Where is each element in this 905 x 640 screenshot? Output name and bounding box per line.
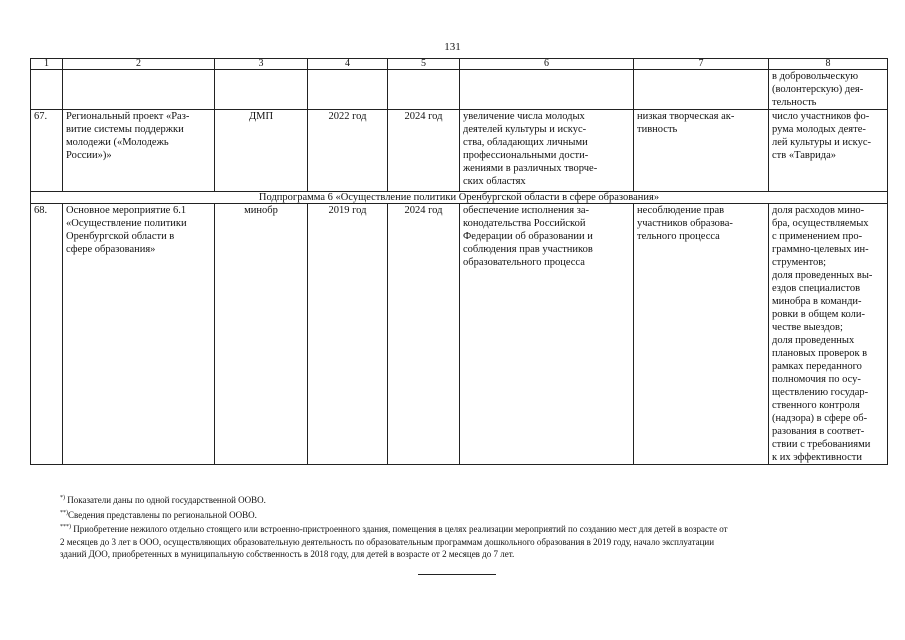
end-year: 2024 год [388, 204, 460, 465]
executor: ДМП [215, 110, 308, 192]
column-number: 3 [215, 59, 308, 70]
footnote-text: Приобретение нежилого отдельно стоящего или встроенно-пристроенного здания, помещения в целях реализации мероприятий по созданию мест для детей в возрасте от [71, 524, 728, 534]
column-number: 8 [769, 59, 888, 70]
risk: низкая творческая ак- тивность [634, 110, 769, 192]
footnote-text: Сведения представлены по региональной ООВО. [68, 509, 257, 520]
column-number: 2 [63, 59, 215, 70]
table-row [31, 204, 888, 465]
footnote [60, 492, 860, 507]
page-number: 131 [444, 41, 461, 53]
indicator: число участников фо- рума молодых деяте- лей культуры и искус- ств «Таврида» [769, 110, 888, 192]
indicator: доля расходов мино- бра, осуществляемых с применением про- граммно-целевых ин- струментов; доля проведенных вы- ездов специалистов минобра в команди- ровки в общем коли- честве выездов; доля проведенных плановых проверок в рамках переданного полномочия по осу- ществлению государ- ственного контроля (надзора) в сфере об- разования в соответ- ствии с требованиями к их эффективности [769, 204, 888, 465]
footnote [60, 507, 860, 522]
measure-name: Региональный проект «Раз- витие системы поддержки молодежи («Молодежь России»)» [63, 110, 215, 192]
end-year: 2024 год [388, 110, 460, 192]
row-number: 67. [31, 110, 63, 192]
executor: минобр [215, 204, 308, 465]
subprogram-row [31, 192, 888, 204]
column-number: 7 [634, 59, 769, 70]
table-row [31, 110, 888, 192]
measures-table [30, 58, 888, 465]
expected-result: обеспечение исполнения за- конодательства Российской Федерации об образовании и соблюдения прав участников образовательного процесса [460, 204, 634, 465]
continuation-row [31, 70, 888, 110]
subprogram-header: Подпрограмма 6 «Осуществление политики Оренбургской области в сфере образования» [31, 192, 888, 204]
column-number: 4 [308, 59, 388, 70]
start-year: 2022 год [308, 110, 388, 192]
column-number: 1 [31, 59, 63, 70]
measure-name: Основное мероприятие 6.1 «Осуществление политики Оренбургской области в сфере образования» [63, 204, 215, 465]
footnote-mark: *) [60, 495, 65, 501]
footnote-continuation: 2 месяцев до 3 лет в ООО, осуществляющих образовательную деятельность по образовательным программам дошкольного образования в 2019 году, начало эксплуатации [60, 536, 715, 547]
column-number: 5 [388, 59, 460, 70]
footnote-mark: ***) [60, 524, 71, 530]
continuation-cell: в добровольческую (волонтерскую) дея- тельность [769, 70, 888, 110]
expected-result: увеличение числа молодых деятелей культуры и искус- ства, обладающих личными профессиональными дости- жениями в различных творче- ских областях [460, 110, 634, 192]
separator-line [418, 574, 496, 575]
column-number-row [31, 59, 888, 70]
footnote-text: Показатели даны по одной государственной ООВО. [65, 495, 266, 505]
start-year: 2019 год [308, 204, 388, 465]
footnote-mark: **) [60, 509, 68, 516]
footnote-continuation: зданий ДОО, приобретенных в муниципальную собственность в 2018 году, для детей в возрасте от 2 месяцев до 7 лет. [60, 549, 515, 559]
row-number: 68. [31, 204, 63, 465]
footnote [60, 521, 860, 536]
risk: несоблюдение прав участников образова- тельного процесса [634, 204, 769, 465]
footnotes [60, 492, 860, 561]
column-number: 6 [460, 59, 634, 70]
